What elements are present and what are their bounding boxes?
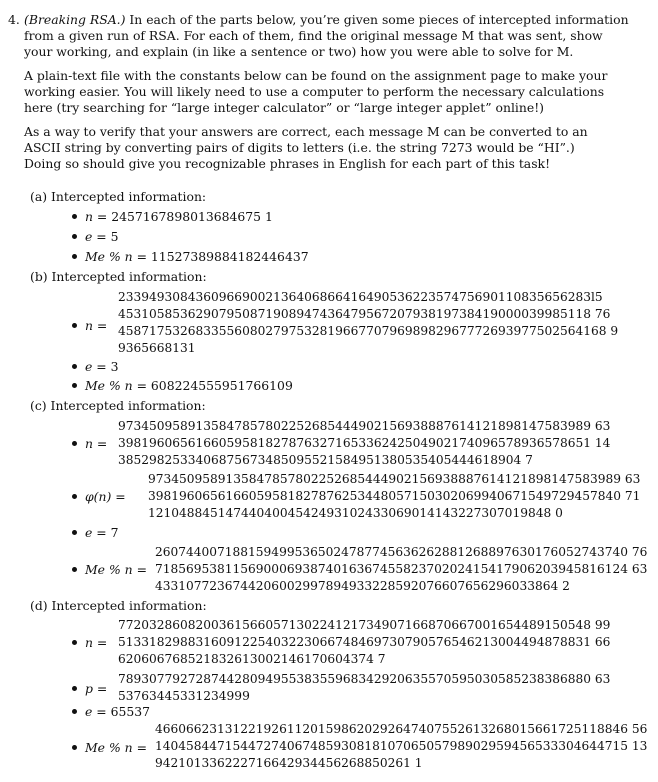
problem-intro [8, 12, 630, 60]
bullet-icon [72, 686, 77, 691]
part-d-p-value: 7893077927287442809495538355968342920635570595030585238386880 63 53763445331234999 [118, 672, 611, 703]
part-c-ciphertext-label: Me % n = [72, 562, 147, 578]
intro-line-2: from a given run of RSA. For each of them, find the original message M that was sent, show [24, 28, 603, 43]
bullet-icon [72, 530, 77, 535]
intro-line-3: your working, and explain (in like a sentence or two) how you were able to solve for M. [24, 44, 574, 59]
bullet-icon [72, 323, 77, 328]
part-b-label: (b) Intercepted information: [30, 269, 207, 284]
para2-line-3: here (try searching for “large integer calculator” or “large integer applet” online!) [24, 100, 545, 115]
part-c-phi-label: φ(n) = [72, 489, 126, 505]
problem-para-2 [24, 68, 630, 116]
bullet-icon [72, 567, 77, 572]
part-a-label: (a) Intercepted information: [30, 189, 207, 204]
bullet-icon [72, 383, 77, 388]
part-c-phi-value: 9734509589135847857802252685444902156938887614121898147583989 63 3981960656166059581827876253448057150302069940671549729457840 71 1210488451474404004542493102433069014143227307019848 0 [148, 472, 641, 520]
part-b-n-value: 2339493084360966900213640686641649053622357475690110835656283l5 4531058536290795087190894743647956720793819738419000039985118 76 458717532683355608027975328196677079698982967772693977502564168 9 9365668131 [118, 290, 619, 355]
part-d-p-label: p = [72, 681, 107, 697]
part-c-n-label: n = [72, 436, 107, 452]
intro-line-1: (Breaking RSA.) In each of the parts below, you’re given some pieces of intercepted information [24, 12, 629, 27]
problem-number: 4. [8, 12, 20, 27]
part-b-n-label: n = [72, 318, 107, 334]
part-a-e: e = 5 [72, 229, 118, 245]
part-d-n-value: 7720328608200361566057130224121734907166870667001654489150548 99 5133182988316091225403223066748469730790576546213004494878831 66 620606768521832613002146170604374 7 [118, 618, 611, 666]
bullet-icon [72, 709, 77, 714]
problem-title: (Breaking RSA.) [24, 12, 126, 27]
bullet-icon [72, 234, 77, 239]
part-d-ciphertext-label: Me % n = [72, 740, 147, 756]
para2-line-2: working easier. You will likely need to use a computer to perform the necessary calculations [24, 84, 605, 99]
part-c-ciphertext-value: 2607440071881594995365024787745636262881268897630176052743740 76 7185695381156900069387401636745582370202415417906203945816124 63 4331077236744206002997894933228592076607656296033864 2 [155, 545, 648, 593]
part-b-ciphertext: Me % n = 608224555951766109 [72, 378, 293, 394]
bullet-icon [72, 254, 77, 259]
part-d-n-label: n = [72, 635, 107, 651]
part-c-e: e = 7 [72, 525, 118, 541]
part-a-n: n = 2457167898013684675 1 [72, 209, 273, 225]
bullet-icon [72, 494, 77, 499]
bullet-icon [72, 364, 77, 369]
part-c-label: (c) Intercepted information: [30, 398, 206, 413]
part-d-ciphertext-value: 4660662313122192611201598620292647407552613268015661725118846 56 1404584471544727406748593081810706505798902959456533304644715 13 942101336222716642934456268850261 1 [155, 722, 648, 770]
part-c-n-value: 9734509589135847857802252685444902156938887614121898147583989 63 3981960656166059581827876327165336242504902174096578936578651 14 3852982533406875673485095521584951380535405444618904 7 [118, 419, 611, 467]
bullet-icon [72, 745, 77, 750]
bullet-icon [72, 640, 77, 645]
bullet-icon [72, 441, 77, 446]
bullet-icon [72, 214, 77, 219]
part-d-e: e = 65537 [72, 704, 150, 720]
para3-line-3: Doing so should give you recognizable phrases in English for each part of this task! [24, 156, 551, 171]
part-d-label: (d) Intercepted information: [30, 598, 207, 613]
para2-line-1: A plain-text file with the constants below can be found on the assignment page to make your [24, 68, 608, 83]
part-a-ciphertext: Me % n = 11527389884182446437 [72, 249, 309, 265]
problem-para-3 [24, 124, 630, 172]
part-b-e: e = 3 [72, 359, 118, 375]
para3-line-1: As a way to verify that your answers are correct, each message M can be converted to an [24, 124, 588, 139]
para3-line-2: ASCII string by converting pairs of digits to letters (i.e. the string 7273 would be “HI”.) [24, 140, 575, 155]
